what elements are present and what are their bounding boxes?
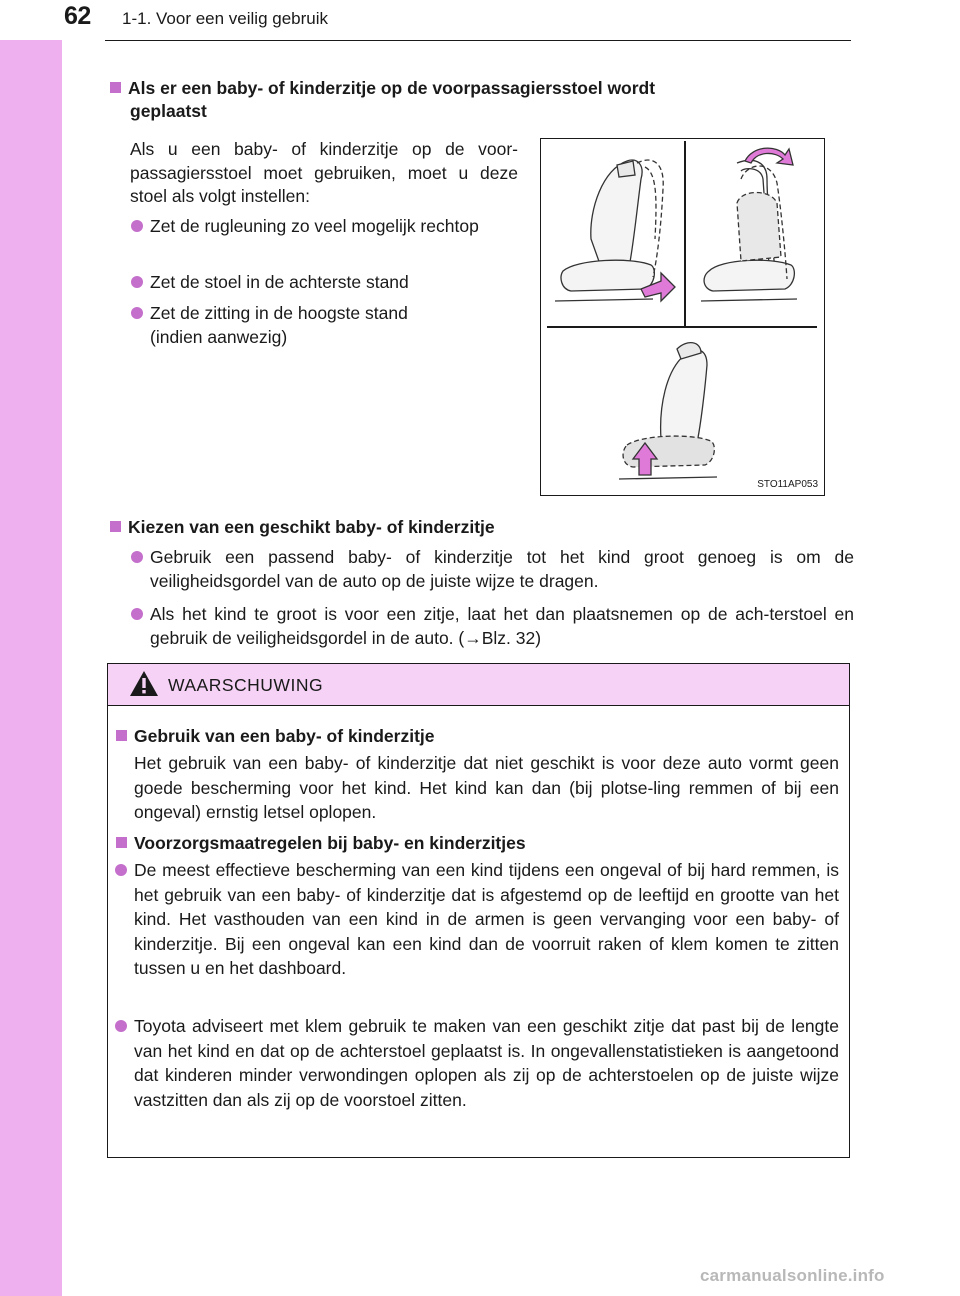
- figure-code: STO11AP053: [757, 479, 818, 490]
- section-heading-line1: Als er een baby- of kinderzitje op de voorpassagiersstoel wordt: [128, 78, 656, 98]
- list-item: Zet de rugleuning zo veel mogelijk rechtop: [130, 214, 518, 238]
- section-square-icon: [110, 521, 121, 532]
- section-square-icon: [116, 837, 127, 848]
- seat-slide-icon: [701, 148, 797, 301]
- warning-paragraph: Het gebruik van een baby- of kinderzitje dat niet geschikt is voor deze auto vormt geen goede bescherming voor het kind. Het kind kan dan (bij plotse-ling remmen of bij een ongeval) ernstig letsel oplopen.: [134, 753, 839, 822]
- list-item: Gebruik een passend baby- of kinderzitje tot het kind groot genoeg is om de veiligheidsgordel van de auto op de juiste wijze te dragen.: [130, 545, 854, 593]
- bullet-dot-icon: [131, 307, 143, 319]
- seat-illustration: [541, 139, 823, 494]
- intro-paragraph: Als u een baby- of kinderzitje op de voor-passagiersstoel moet gebruiken, moet u deze stoel als volgt instellen:: [130, 139, 518, 206]
- list-item: De meest effectieve bescherming van een kind tijdens een ongeval of bij hard remmen, is het gebruik van een baby- of kinderzitje dat is afgestemd op de leeftijd en grootte van het kind. Het vasthouden van een kind in de armen is geen vervanging voor een baby- of kinderzitje. Bij een ongeval kan een kind dan de voorruit raken of klem komen te zitten tussen u en het dashboard.: [114, 858, 839, 981]
- warning-triangle-icon: [129, 670, 159, 697]
- bullet-dot-icon: [131, 220, 143, 232]
- bullet-dot-icon: [131, 551, 143, 563]
- page-number: 62: [64, 2, 91, 30]
- chapter-sidebar: [0, 0, 62, 1296]
- warning-box: [107, 663, 850, 1158]
- watermark: carmanualsonline.info: [700, 1266, 885, 1285]
- bullet-dot-icon: [131, 276, 143, 288]
- chapter-title: 1-1. Voor een veilig gebruik: [122, 9, 329, 28]
- list-item: Toyota adviseert met klem gebruik te maken van een geschikt zitje dat past bij de lengte van het kind en dat op de achterstoel geplaatst is. In ongevallenstatistieken is aangetoond dat kinderen minder verwondingen oplopen als zij op de achterstoelen op de juiste wijze vastzitten dan als zij op de voorstoel zitten.: [114, 1014, 839, 1112]
- section-heading-front-seat: [110, 77, 800, 123]
- bullet-dot-icon: [131, 608, 143, 620]
- bullet-dot-icon: [115, 864, 127, 876]
- section-heading-line2: geplaatst: [130, 101, 207, 121]
- header-divider: [105, 40, 851, 41]
- seat-height-icon: [619, 343, 717, 479]
- warning-subheading: Gebruik van een baby- of kinderzitje: [116, 725, 435, 748]
- section-heading-choose-seat: Kiezen van een geschikt baby- of kinderzitje: [110, 516, 495, 539]
- list-item: Zet de zitting in de hoogste stand (indien aanwezig): [130, 301, 460, 349]
- section-square-icon: [110, 82, 121, 93]
- list-item: Zet de stoel in de achterste stand: [130, 270, 518, 294]
- seat-backrest-icon: [555, 160, 675, 301]
- warning-label: WAARSCHUWING: [168, 675, 324, 695]
- page-number-tab: [0, 0, 114, 40]
- warning-subheading: Voorzorgsmaatregelen bij baby- en kinderzitjes: [116, 832, 526, 855]
- seat-adjustment-figure: [540, 138, 825, 496]
- bullet-dot-icon: [115, 1020, 127, 1032]
- warning-header: [108, 664, 849, 706]
- list-item: Als het kind te groot is voor een zitje, laat het dan plaatsnemen op de ach-terstoel en gebruik de veiligheidsgordel in de auto. (→Blz. 32): [130, 602, 854, 650]
- section-square-icon: [116, 730, 127, 741]
